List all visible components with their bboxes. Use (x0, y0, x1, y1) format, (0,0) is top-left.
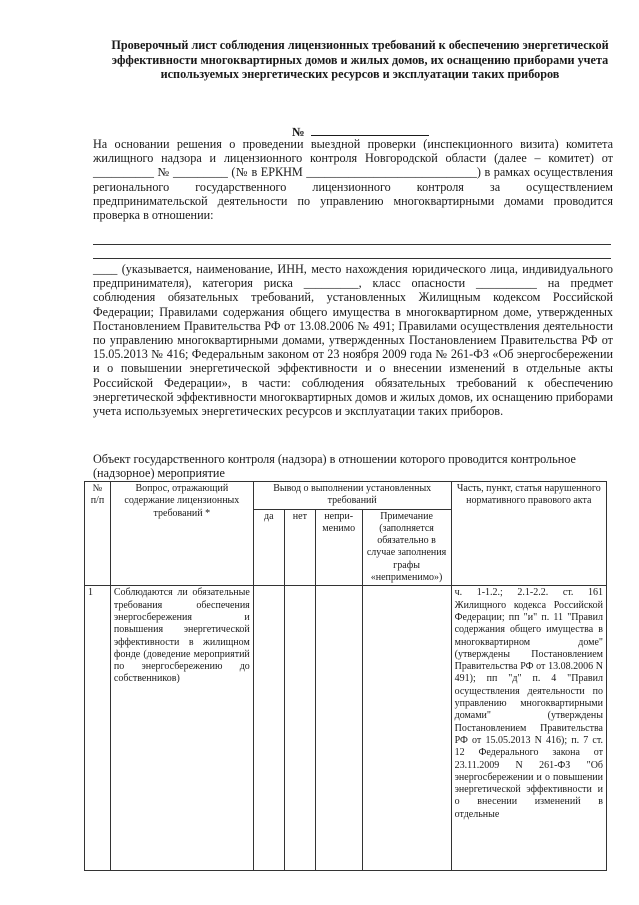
row-not-applicable-cell[interactable] (315, 586, 362, 871)
subject-paragraph: ____ (указывается, наименование, ИНН, место нахождения юридического лица, индивидуального предпринимателя), категория риска _________, класс опасности __________ на предмет соблюдения обязательных требований, установленных Жилищным кодексом Российской Федерации; Правилами содержания общего имущества в многоквартирном доме, утвержденных Постановлением Правительства РФ от 13.08.2006 № 491; Правилами осуществления деятельности по управлению многоквартирными домами, утвержденных Постановлением Правительства РФ от 15.05.2013 № 416; Федеральным законом от 23 ноября 2009 года № 261-ФЗ «Об энергосбережении и о повышении энергетической эффективности и о внесении изменений в отдельные акты Российской Федерации», в части: соблюдения обязательных требований к обеспечению энергетической эффективности многоквартирных домов и жилых домов, их оснащению приборами учета используемых энергетических ресурсов и эксплуатации таких приборов. (93, 262, 613, 419)
document-title: Проверочный лист соблюдения лицензионных требований к обеспечению энергетической эффективности многоквартирных домов и жилых домов, их оснащению приборами учета используемых энергетических ресурсов и эксплуатации таких приборов (111, 38, 609, 82)
row-yes-cell[interactable] (253, 586, 284, 871)
header-note: Примечание (заполняется обязательно в случае заполнения графы «неприменимо») (362, 509, 451, 586)
number-blank (311, 124, 429, 136)
row-num: 1 (85, 586, 111, 871)
basis-paragraph: На основании решения о проведении выездной проверки (инспекционного визита) комитета жилищного надзора и лицензионного контроля Новгородской области (далее – комитет) от __________ № _________ (№ в ЕРКНМ ____________________________) в рамках осуществления регионального государственного лицензионного контроля за осуществлением предпринимательской деятельности по управлению многоквартирными домами проводится проверка в отношении: (93, 137, 613, 223)
number-label: № (292, 125, 305, 139)
header-num: № п/п (85, 482, 111, 586)
header-question: Вопрос, отражающий содержание лицензионных требований * (110, 482, 253, 586)
header-reference: Часть, пункт, статья нарушенного нормативного правового акта (451, 482, 606, 586)
blank-line-1 (93, 244, 611, 245)
row-note-cell[interactable] (362, 586, 451, 871)
row-reference: ч. 1-1.2.; 2.1-2.2. ст. 161 Жилищного кодекса Российской Федерации; пп "и" п. 11 "Правил содержания общего имущества в многоквартирном доме" (утверждены Постановлением Правительства РФ от 13.08.2006 N 491); пп "д" п. 4 "Правил осуществления деятельности по управлению многоквартирными домами" (утверждены Постановлением Правительства РФ от 15.05.2013 N 416); п. 7 ст. 12 Федерального закона от 23.11.2009 N 261-ФЗ "Об энергосбережении и о повышении энергетической эффективности и о внесении изменений в отдельные (451, 586, 606, 871)
header-conclusion: Вывод о выполнении установленных требований (253, 482, 451, 510)
header-yes: да (253, 509, 284, 586)
object-paragraph: Объект государственного контроля (надзора) в отношении которого проводится контрольное (надзорное) мероприятие (93, 452, 576, 481)
header-no: нет (284, 509, 315, 586)
checklist-table (84, 481, 607, 871)
header-not-applicable: непри-менимо (315, 509, 362, 586)
row-no-cell[interactable] (284, 586, 315, 871)
table-row (85, 586, 607, 871)
blank-line-2 (93, 258, 611, 259)
row-question: Соблюдаются ли обязательные требования обеспечения энергосбережения и повышения энергетической эффективности в жилищном фонде (доведение мероприятий по энергосбережению до собственников) (110, 586, 253, 871)
